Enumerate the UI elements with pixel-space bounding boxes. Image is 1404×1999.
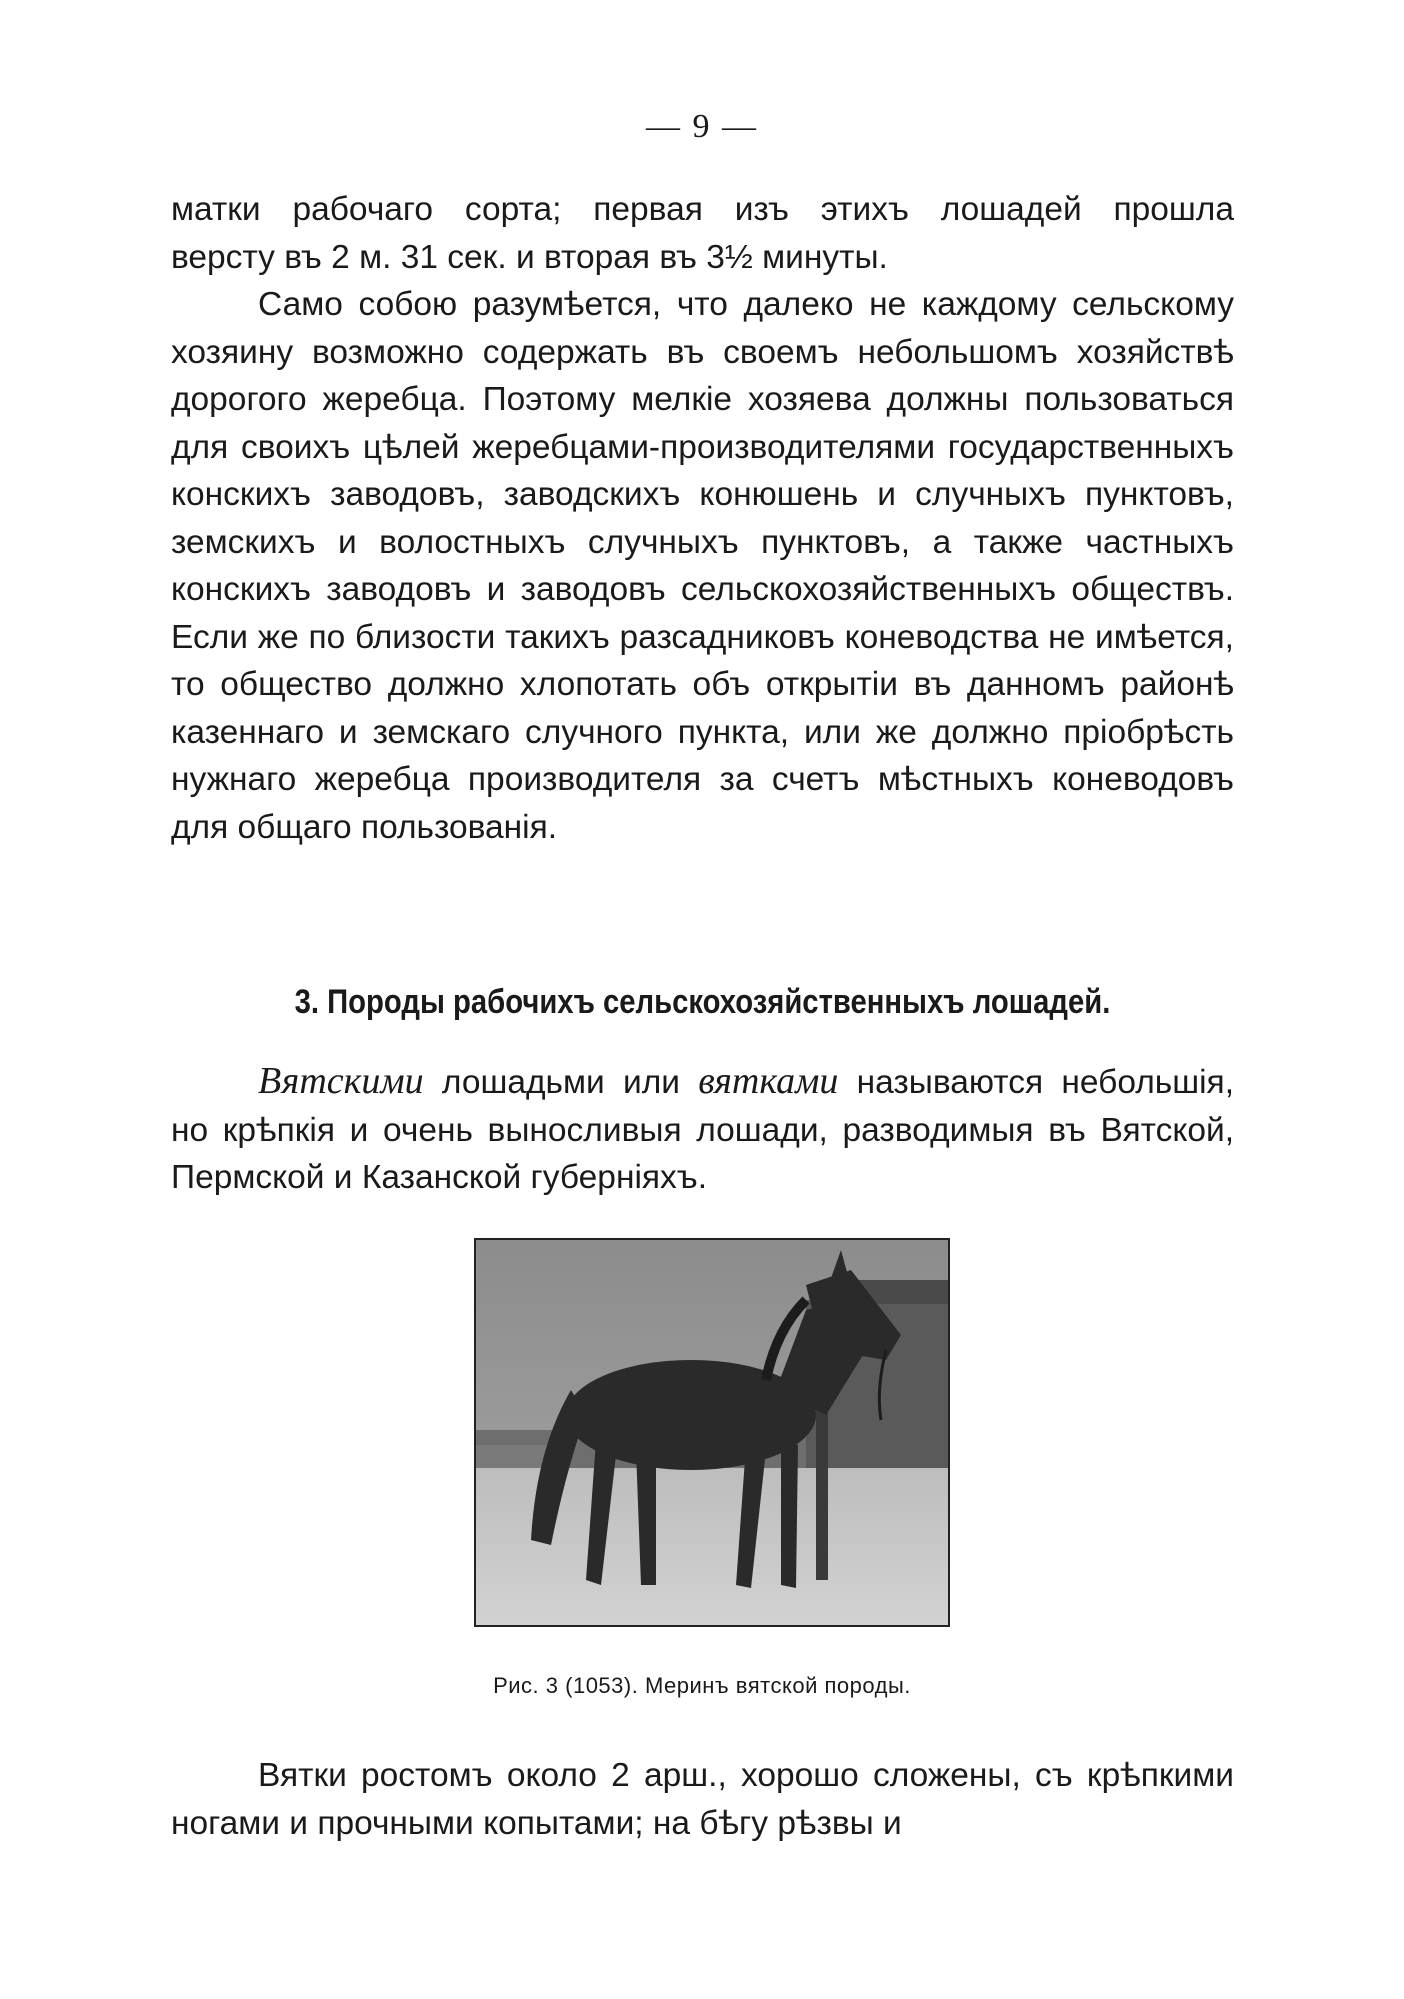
term-vyatkami: вятками (698, 1060, 839, 1102)
text-block-vyatka (171, 1058, 1234, 1202)
page-number: — 9 — (646, 108, 758, 145)
text-block-bottom (171, 1752, 1234, 1847)
paragraph-vyatka-text-2: называются небольшія, но крѣпкія и очень выносливыя лошади, разводимыя въ Вятской, Пермской и Казанской губерніяхъ. (171, 1064, 1234, 1196)
figure-caption: Рис. 3 (1053). Меринъ вятской породы. (493, 1673, 911, 1698)
text-block-top (171, 186, 1234, 851)
paragraph-vyatka-text-1: лошадьми или (423, 1064, 699, 1101)
horse-photo (474, 1238, 950, 1627)
paragraph-continuation-line-1: матки рабочаго сорта; первая изъ этихъ лошадей прошла (171, 191, 1234, 228)
paragraph-vyatka-intro (171, 1058, 1234, 1202)
horse-photo-illustration (476, 1240, 948, 1625)
term-vyatskimi: Вятскими (258, 1060, 424, 1102)
paragraph-vyatka-description: Вятки ростомъ около 2 арш., хорошо сложены, съ крѣпкими ногами и прочными копытами; на бѣгу рѣзвы и (171, 1757, 1234, 1842)
section-heading: 3. Породы рабочихъ сельскохозяйственныхъ лошадей. (294, 983, 1111, 1021)
paragraph-stud-farms: Само собою разумѣется, что далеко не каждому сельскому хозяину возможно содержать въ своемъ небольшомъ хозяйствѣ дорогого жеребца. Поэтому мелкіе хозяева должны пользоваться для своихъ цѣлей жеребцами-производителями государственныхъ конскихъ заводовъ, заводскихъ конюшень и случныхъ пунктовъ, земскихъ и волостныхъ случныхъ пунктовъ, а также частныхъ конскихъ заводовъ и заводовъ сельскохозяйственныхъ обществъ. Если же по близости такихъ разсадниковъ коневодства не имѣется, то общество должно хлопотать объ открытіи въ данномъ районѣ казеннаго и земскаго случного пункта, или же должно пріобрѣсть нужнаго жеребца производителя за счетъ мѣстныхъ коневодовъ для общаго пользованія. (171, 286, 1234, 846)
paragraph-continuation-line-2: версту въ 2 м. 31 сек. и вторая въ 3½ минуты. (171, 238, 888, 276)
